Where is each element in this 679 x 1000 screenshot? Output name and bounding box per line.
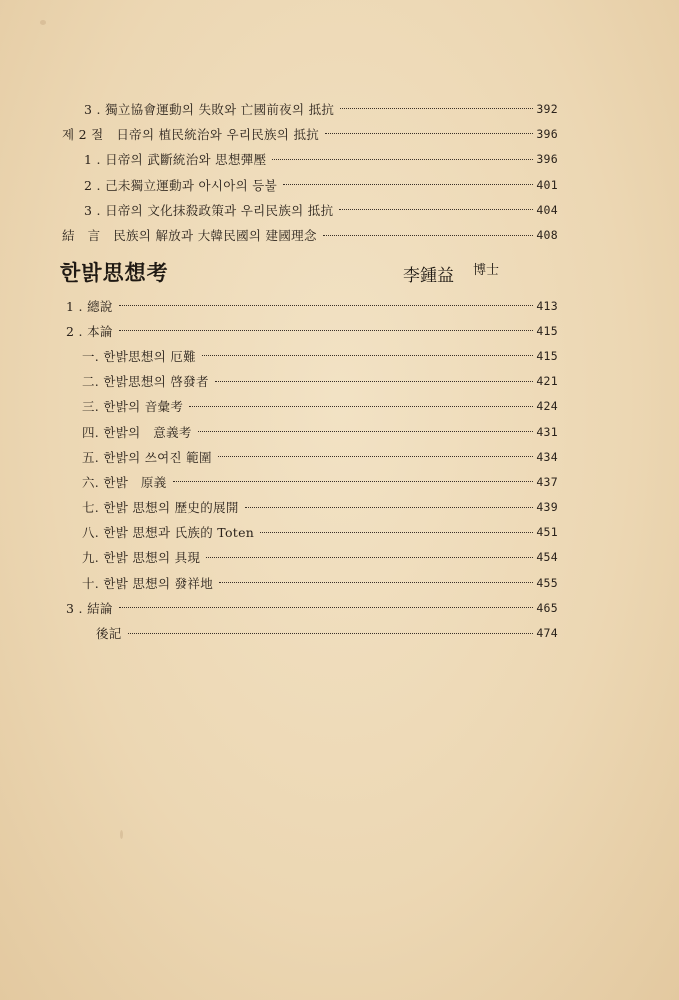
toc-entry-label: 十. 한밝 思想의 發祥地 [82,575,214,591]
dot-leader [323,235,534,236]
toc-entry-label: 九. 한밝 思想의 具現 [82,550,201,566]
toc-entry [62,96,558,121]
toc-entry [62,343,558,368]
toc-entry-label: 3 . 結論 [66,600,113,616]
section-title: 한밝思想考 [60,261,169,285]
section-author-title: 博士 [473,263,500,278]
toc-entry-page: 415 [536,348,558,363]
toc-entry [62,197,558,222]
toc-upper-list [62,96,558,248]
toc-entry [62,570,558,595]
toc-entry-page: 424 [536,399,558,414]
toc-entry [62,222,558,247]
section-heading [60,257,560,287]
toc-entry-label: 2 . 己未獨立運動과 아시아의 등불 [84,177,278,193]
toc-entry-label: 六. 한밝 原義 [82,474,167,490]
toc-entry-label: 1 . 日帝의 武斷統治와 思想彈壓 [84,152,267,168]
dot-leader [119,607,534,608]
toc-entry [62,620,558,645]
toc-entry-page: 392 [536,101,558,116]
toc-entry-page: 431 [536,424,558,439]
dot-leader [189,406,533,407]
dot-leader [173,481,534,482]
paper-blemish [120,830,123,839]
dot-leader [206,557,533,558]
toc-entry-page: 401 [536,177,558,192]
toc-entry [62,121,558,146]
toc-entry-label: 四. 한밝의 意義考 [82,424,192,440]
toc-entry-label: 3 . 日帝의 文化抹殺政策과 우리民族의 抵抗 [84,202,334,218]
dot-leader [340,108,533,109]
section-author: 李鍾益 [403,266,454,286]
toc-entry-page: 451 [536,525,558,540]
toc-entry-page: 404 [536,202,558,217]
dot-leader [339,209,533,210]
toc-entry-label: 一. 한밝思想의 厄難 [82,348,196,364]
toc-entry-label: 三. 한밝의 音彙考 [82,399,184,415]
toc-entry [62,172,558,197]
toc-entry-page: 396 [536,152,558,167]
toc-entry-page: 455 [536,575,558,590]
toc-entry [62,369,558,394]
toc-entry-page: 396 [536,126,558,141]
toc-entry-label: 2 . 本論 [66,323,113,339]
toc-entry [62,520,558,545]
dot-leader [283,184,533,185]
toc-entry-label: 3 . 獨立協會運動의 失敗와 亡國前夜의 抵抗 [84,101,335,117]
dot-leader [215,381,534,382]
toc-lower-list [62,293,558,646]
toc-entry [62,147,558,172]
toc-entry-page: 413 [536,298,558,313]
toc-entry [62,469,558,494]
paper-blemish [40,20,46,25]
toc-entry-page: 437 [536,474,558,489]
dot-leader [198,431,534,432]
toc-entry [62,495,558,520]
dot-leader [272,159,533,160]
dot-leader [218,456,534,457]
toc-entry-label: 結 言 民族의 解放과 大韓民國의 建國理念 [62,228,317,244]
toc-entry-page: 408 [536,228,558,243]
toc-entry-label: 七. 한밝 思想의 歷史的展開 [82,500,239,516]
toc-entry-page: 454 [536,550,558,565]
dot-leader [260,532,533,533]
dot-leader [219,582,533,583]
toc-entry-label: 제 2 절 日帝의 植民統治와 우리民族의 抵抗 [62,126,320,142]
dot-leader [119,305,534,306]
toc-entry-page: 434 [536,449,558,464]
toc-entry-label: 二. 한밝思想의 啓發者 [82,374,209,390]
toc-entry-page: 474 [536,626,558,641]
toc-entry-page: 421 [536,374,558,389]
toc-entry-label: 八. 한밝 思想과 氏族的 Toten [82,525,255,541]
dot-leader [325,133,533,134]
toc-entry-label: 1 . 總說 [66,298,113,314]
toc-entry-page: 465 [536,600,558,615]
toc-entry-page: 415 [536,323,558,338]
toc-entry-page: 439 [536,500,558,515]
toc-entry [62,444,558,469]
toc-entry-label: 五. 한밝의 쓰여진 範圍 [82,449,212,465]
toc-entry [62,595,558,620]
dot-leader [128,633,534,634]
toc-entry [62,394,558,419]
dot-leader [202,355,533,356]
toc-entry-label: 後記 [96,626,122,642]
dot-leader [119,330,534,331]
toc-entry [62,318,558,343]
toc-entry [62,545,558,570]
toc-entry [62,419,558,444]
toc-entry [62,293,558,318]
dot-leader [245,507,534,508]
